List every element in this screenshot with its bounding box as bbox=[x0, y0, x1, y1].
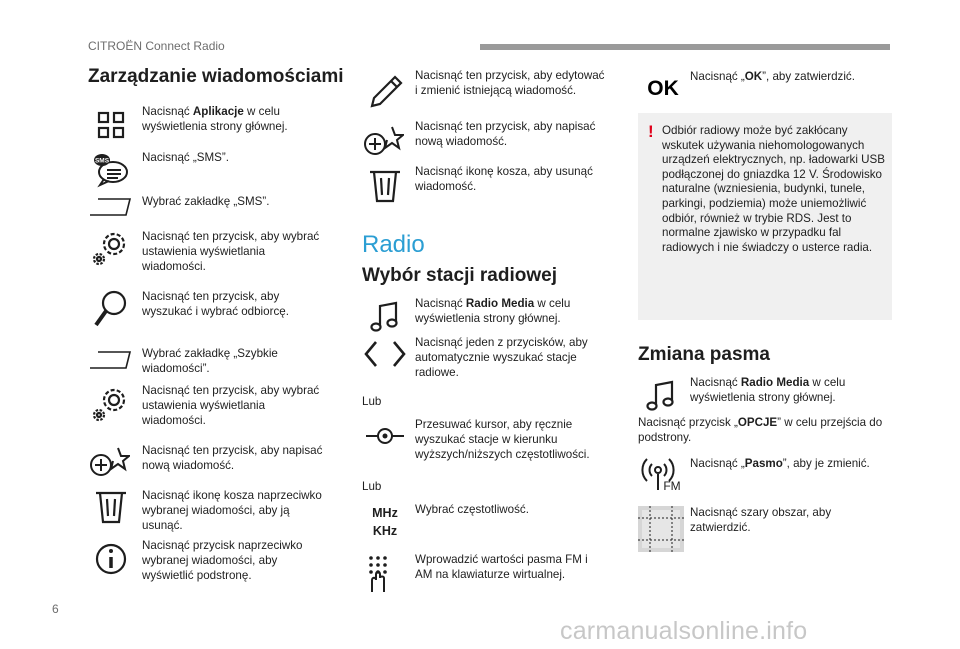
item-new-message: Nacisnąć ten przycisk, aby napisać nową wiadomość. bbox=[142, 444, 323, 472]
svg-text:OK: OK bbox=[647, 77, 679, 100]
or-label-2: Lub bbox=[362, 480, 382, 493]
item-delete-message: Nacisnąć ikonę kosza naprzeciwko wybranej wiadomości, aby ją usunąć. bbox=[142, 489, 322, 532]
or-label-1: Lub bbox=[362, 395, 382, 408]
info-icon bbox=[90, 538, 132, 580]
item-quick-messages-tab: Wybrać zakładkę „Szybkie wiadomości”. bbox=[142, 347, 278, 375]
music-note-icon bbox=[364, 296, 406, 338]
item-auto-search: Nacisnąć jeden z przycisków, aby automatycznie wyszukać stacje radiowe. bbox=[415, 336, 588, 379]
warning-text: Odbiór radiowy może być zakłócany wskutek używania niehomologowanych urządzeń elektrycznych, np. ładowarki USB podłączonej do gniazdka 12 V. Środowisko naturalne (wzniesienia, budynki, tunele, parkingi, podziemia) może uniemożliwić odbiór, również w trybie RDS. Jest to normalne zjawisko w przypadku fal radiowych i nie świadczy o usterce radia. bbox=[662, 124, 885, 254]
settings-icon bbox=[90, 226, 132, 268]
text-options: Nacisnąć przycisk „OPCJE” w celu przejścia do podstrony. bbox=[638, 416, 883, 444]
slider-icon bbox=[364, 420, 406, 462]
add-favorite-icon bbox=[88, 440, 130, 482]
warning-icon: ! bbox=[648, 122, 654, 141]
section-title-radio: Radio bbox=[362, 231, 425, 258]
page-number: 6 bbox=[52, 602, 59, 616]
item-ok: Nacisnąć „OK”, aby zatwierdzić. bbox=[690, 70, 855, 83]
svg-text:KHz: KHz bbox=[372, 524, 398, 538]
fm-band-icon bbox=[640, 452, 682, 494]
svg-text:MHz: MHz bbox=[372, 506, 398, 520]
item-radio-media-2: Nacisnąć Radio Media w celu wyświetlenia strony głównej. bbox=[690, 376, 846, 404]
ok-icon bbox=[640, 66, 686, 108]
item-manual-search: Przesuwać kursor, aby ręcznie wyszukać stacje w kierunku wyższych/niższych częstotliwości. bbox=[415, 418, 590, 461]
svg-text:SMS: SMS bbox=[94, 157, 110, 165]
item-sms-tab: Wybrać zakładkę „SMS”. bbox=[142, 195, 270, 208]
chevrons-icon bbox=[362, 334, 408, 376]
header-bar bbox=[480, 44, 890, 50]
music-note-icon bbox=[640, 375, 682, 417]
apps-grid-icon bbox=[90, 104, 132, 146]
grey-area-icon bbox=[638, 506, 684, 552]
item-band: Nacisnąć „Pasmo”, aby je zmienić. bbox=[690, 457, 870, 470]
search-icon bbox=[90, 287, 132, 329]
item-delete-message-2: Nacisnąć ikonę kosza, aby usunąć wiadomość. bbox=[415, 165, 593, 193]
item-settings-1: Nacisnąć ten przycisk, aby wybrać ustawienia wyświetlania wiadomości. bbox=[142, 230, 320, 273]
section-title-messages: Zarządzanie wiadomościami bbox=[88, 66, 344, 87]
svg-text:FM: FM bbox=[663, 479, 681, 493]
item-edit-message: Nacisnąć ten przycisk, aby edytować i zmienić istniejącą wiadomość. bbox=[415, 69, 605, 97]
item-frequency: Wybrać częstotliwość. bbox=[415, 503, 529, 516]
settings-icon bbox=[90, 382, 132, 424]
item-radio-media: Nacisnąć Radio Media w celu wyświetlenia strony głównej. bbox=[415, 297, 571, 325]
tab-icon bbox=[88, 185, 132, 227]
mhz-khz-icon bbox=[364, 502, 406, 544]
add-favorite-icon bbox=[362, 119, 404, 161]
tab-icon bbox=[88, 338, 132, 380]
item-search-recipient: Nacisnąć ten przycisk, aby wyszukać i wybrać odbiorcę. bbox=[142, 290, 289, 318]
trash-icon bbox=[364, 164, 406, 206]
running-header: CITROËN Connect Radio bbox=[88, 39, 225, 53]
item-sms: Nacisnąć „SMS”. bbox=[142, 151, 229, 164]
warning-box bbox=[638, 113, 892, 320]
pencil-icon bbox=[364, 70, 406, 112]
item-grey-area: Nacisnąć szary obszar, aby zatwierdzić. bbox=[690, 506, 832, 534]
item-apps: Nacisnąć Aplikacje w celu wyświetlenia strony głównej. bbox=[142, 105, 288, 133]
keypad-icon bbox=[364, 552, 406, 594]
item-new-message-2: Nacisnąć ten przycisk, aby napisać nową wiadomość. bbox=[415, 120, 596, 148]
item-subpage: Nacisnąć przycisk naprzeciwko wybranej wiadomości, aby wyświetlić podstronę. bbox=[142, 539, 303, 582]
item-keypad: Wprowadzić wartości pasma FM i AM na klawiaturze wirtualnej. bbox=[415, 553, 588, 581]
sms-icon bbox=[90, 148, 132, 190]
watermark: carmanualsonline.info bbox=[560, 617, 808, 645]
subtitle-station-select: Wybór stacji radiowej bbox=[362, 265, 557, 286]
trash-icon bbox=[90, 485, 132, 527]
item-settings-2: Nacisnąć ten przycisk, aby wybrać ustawienia wyświetlania wiadomości. bbox=[142, 384, 320, 427]
section-title-band: Zmiana pasma bbox=[638, 344, 770, 365]
